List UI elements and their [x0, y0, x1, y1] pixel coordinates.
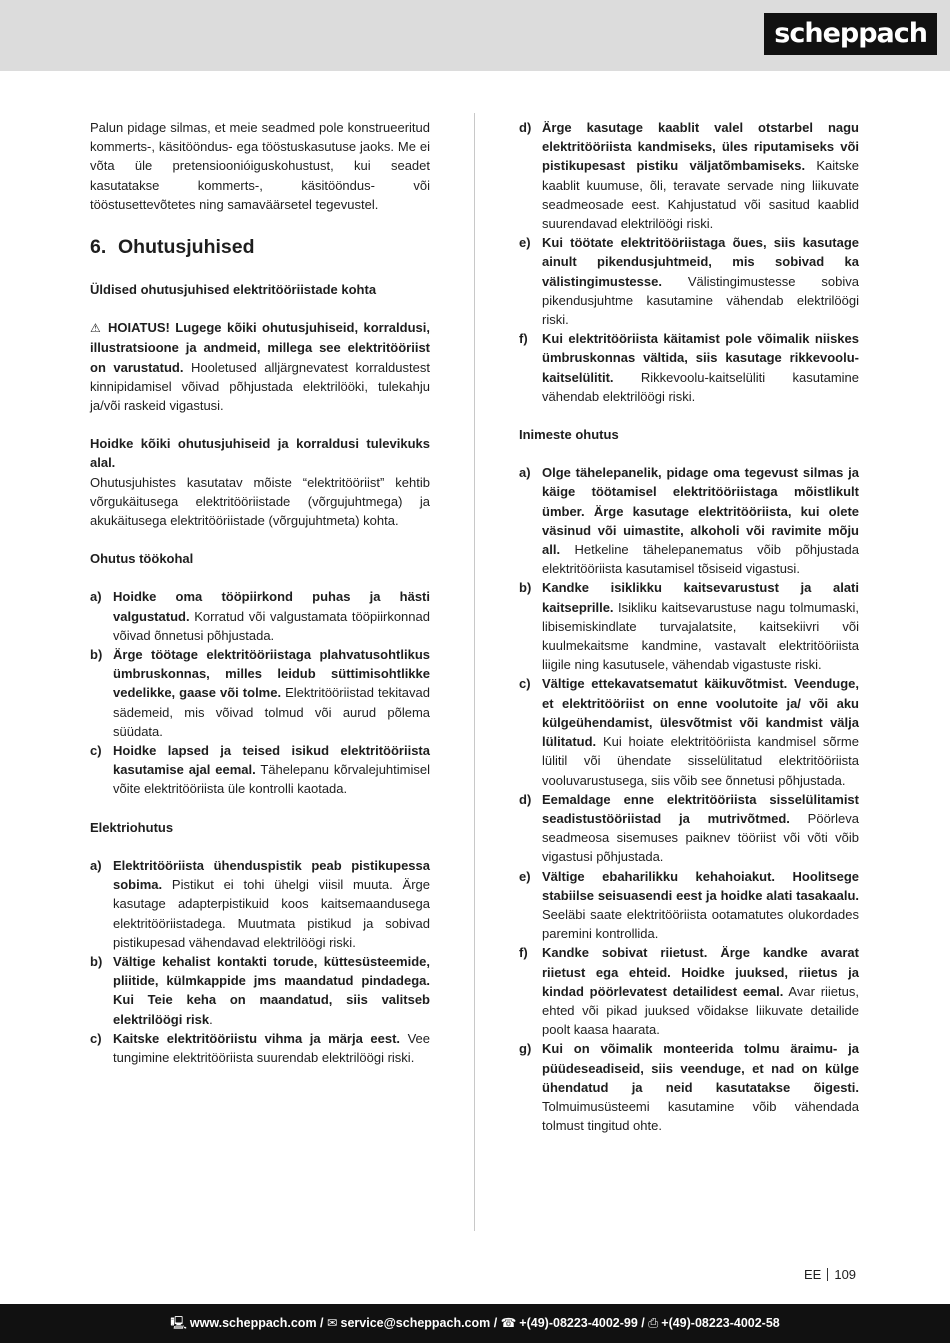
- electrical-list-left: [90, 856, 430, 1067]
- list-item: [90, 856, 430, 952]
- item-bold: Kandke isiklikku kaitsevarustust ja alati kaitseprille.: [542, 580, 859, 615]
- item-label: d): [519, 120, 532, 135]
- item-text: Avar riietus, ehted või pikad juuksed võidakse liikuvate detailide poolt kaasa haarata.: [542, 983, 859, 1038]
- scheppach-logo: scheppach: [764, 13, 937, 55]
- item-text: Rikkevoolu-kaitselüliti kasutamine vähendab elektrilöögi riski.: [542, 369, 859, 404]
- item-label: b): [90, 953, 103, 969]
- item-bold: Eemaldage enne elektritööriista sisselülitamist seadistustööriistad ja mutrivõtmed.: [542, 791, 859, 826]
- item-text: Pöörleva seadmeosa sisemuses paiknev tööriist või võti võib vigastusi põhjustada.: [542, 810, 859, 865]
- phone-icon: ☎: [500, 1316, 517, 1330]
- item-label: c): [519, 676, 531, 692]
- item-label: d): [519, 791, 532, 807]
- footer-website[interactable]: www.scheppach.com: [189, 1316, 317, 1330]
- item-bold: Kui töötate elektritööriistaga õues, siis kasutage ainult pikendusjuhtmeid, mis sobivad ka välistingimustesse.: [542, 235, 859, 289]
- item-bold: Hoidke oma tööpiirkond puhas ja hästi valgustatud.: [113, 589, 430, 624]
- item-label: e): [519, 235, 531, 251]
- warning-text: Hooletused alljärgnevatest korraldustest kinnipidamisel võivad põhjustada elektrilööki, tulekahju ja/või raskeid vigastusi.: [90, 359, 430, 414]
- intro-paragraph: Palun pidage silmas, et meie seadmed pole konstrueeritud kommerts-, käsitööndus- ega tööstuskasutuse jaoks. Me ei võta üle pretensioonióiguskohustust, kui seadet kasutatakse kommerts-, käsitööndus- või tööstusettevõtetes ning samaväärsetel tegevustel.: [90, 120, 430, 212]
- personal-safety-heading: Inimeste ohutus: [519, 427, 619, 443]
- item-bold: Kaitske elektritööriistu vihma ja märja eest.: [113, 1030, 401, 1046]
- item-bold: Hoidke lapsed ja teised isikud elektritööriista kasutamise ajal eemal.: [113, 743, 430, 778]
- item-text: Korratud või valgustamata tööpiirkonnad võivad õnnetusi põhjustada.: [113, 608, 430, 643]
- item-label: a): [90, 589, 102, 605]
- item-label: e): [519, 868, 531, 884]
- warning-bold: HOIATUS! Lugege kõiki ohutusjuhiseid, korraldusi, illustratsioone ja andmeid, millega see elektritööriist on varustatud.: [90, 320, 430, 375]
- list-item: [90, 741, 430, 799]
- item-text: Elektritööriistad tekitavad sädemeid, mis võivad tolmud või aurud põlema süüdata.: [113, 685, 430, 739]
- footer-separator: /: [320, 1316, 324, 1330]
- header-bar: [0, 0, 950, 71]
- item-label: c): [90, 1030, 102, 1046]
- item-label: a): [519, 465, 531, 481]
- general-safety-heading: Üldised ohutusjuhised elektritööriistade kohta: [90, 282, 377, 298]
- list-item: [519, 329, 859, 406]
- page-number-separator: [827, 1268, 828, 1281]
- item-label: f): [519, 945, 528, 961]
- section-title: Ohutusjuhised: [118, 236, 255, 259]
- footer-fax: +(49)-08223-4002-58: [661, 1316, 780, 1330]
- list-item: [90, 952, 430, 1029]
- page-lang: EE: [804, 1267, 822, 1282]
- item-label: f): [519, 331, 528, 347]
- list-item: [519, 674, 859, 789]
- column-divider: [474, 113, 475, 1231]
- right-column: [519, 118, 859, 1135]
- item-text: Isikliku kaitsevarustuse nagu tolmumaski, libisemiskindlate turvajalatsite, kaitsekiivri või kuulmekaitsme kandmine, vastavalt elektritööriista liigile ning kasutusele, vähendab vigastuste riski.: [542, 599, 859, 673]
- footer-separator: /: [493, 1316, 498, 1330]
- footer-email[interactable]: service@scheppach.com: [340, 1316, 491, 1330]
- item-label: b): [90, 647, 103, 663]
- workplace-list: [90, 587, 430, 798]
- list-item: [519, 233, 859, 329]
- electrical-safety-heading: Elektriohutus: [90, 819, 174, 835]
- item-bold: Ärge töötage elektritööriistaga plahvatusohtlikus ümbruskonnas, milles leidub süttimisohtlikke vedelikke, gaase või tolme.: [113, 647, 430, 701]
- list-item: [90, 1029, 430, 1067]
- warning-triangle-icon: ⚠: [90, 321, 103, 336]
- section-heading: [90, 233, 430, 261]
- keep-instructions-text: Ohutusjuhistes kasutatav mõiste “elektritööriist” kehtib võrgukäitusega elektritööriistade (võrgujuhtmega) ja akukäitusega elektritööriistade (võrgujuhtmeta) kohta.: [90, 474, 430, 529]
- fax-icon: ⎙: [648, 1316, 659, 1330]
- page-number: [804, 1265, 856, 1284]
- item-text: .: [209, 1011, 213, 1027]
- keep-instructions-bold: Hoidke kõiki ohutusjuhiseid ja korraldusi tulevikuks alal.: [90, 436, 430, 471]
- item-label: g): [519, 1041, 532, 1057]
- list-item: [519, 578, 859, 674]
- warning-paragraph: [90, 318, 430, 415]
- item-bold: Elektritööriista ühenduspistik peab pistikupessa sobima.: [113, 857, 430, 893]
- left-column: [90, 118, 430, 1067]
- footer-bar: [0, 1304, 950, 1343]
- list-item: [519, 463, 859, 578]
- item-text: Välistingimustesse sobiva pikendusjuhtme kasutamine vähendab elektrilöögi riski.: [542, 273, 859, 328]
- list-item: [519, 790, 859, 867]
- item-bold: Kandke sobivat riietust. Ärge kandke avarat riietust ega ehteid. Hoidke juuksed, riietus ja kindad pöörlevatest detailidest eemal.: [542, 945, 859, 999]
- item-bold: Vältige kehalist kontakti torude, küttesüsteemide, pliitide, külmkappide jms maandatud pindadega. Kui Teie keha on maandatud, siis valitseb elektrilöögi risk: [113, 953, 430, 1027]
- mail-icon: ✉: [327, 1316, 338, 1330]
- electrical-list-right: [519, 118, 859, 406]
- list-item: [519, 1039, 859, 1135]
- item-label: a): [90, 857, 102, 873]
- item-bold: Kui elektritööriista käitamist pole võimalik niiskes ümbruskonnas vältida, siis kasutage rikkevoolu-kaitselülitit.: [542, 331, 859, 385]
- item-text: Kaitske kaablit kuumuse, õli, teravate servade ning liikuvate seadmeosade eest. Kahjustatud või sasitud kaablid suurendavad elektrilöögi riski.: [542, 158, 859, 232]
- list-item: [519, 118, 859, 233]
- monitor-icon: 🖳: [170, 1316, 187, 1330]
- footer-separator: /: [641, 1316, 645, 1330]
- personal-list: [519, 463, 859, 1135]
- item-text: Tähelepanu kõrvalejuhtimisel võite elektritööriista üle kontrolli kaotada.: [113, 762, 430, 797]
- item-text: Kui hoiate elektritööriista kandmisel sõrme lülitil või ühendate sisselülitatud elektritööriista vooluvarustusega, siis võib see õnnetusi põhjustada.: [542, 734, 859, 788]
- list-item: [519, 943, 859, 1039]
- item-text: Vee tungimine elektritööriista suurendab elektrilöögi riski.: [113, 1030, 430, 1065]
- item-text: Seeläbi saate elektritööriista ootamatutes olukordades paremini kontrollida.: [542, 906, 859, 942]
- item-bold: Olge tähelepanelik, pidage oma tegevust silmas ja käige töötamisel elektritööriistaga mõistlikult ümber. Ärge kasutage elektritööriista, kui olete väsinud või uimastite, alkoholi või ravimite mõju all.: [542, 465, 859, 558]
- item-bold: Vältige ettekavatsematut käikuvõtmist. Veenduge, et elektritööriist on enne voolutoite ja/ või aku külgeühendamist, ülesvõtmist või kandmist välja lülitatud.: [542, 676, 859, 750]
- page-num: 109: [834, 1267, 857, 1282]
- item-bold: Ärge kasutage kaablit valel otstarbel nagu elektritööriista kandmiseks, üles riputamiseks või pistikupesast pistiku väljatõmbamiseks.: [542, 120, 859, 174]
- list-item: [90, 587, 430, 645]
- item-text: Hetkeline tähelepanematus võib põhjustada elektritööriista kasutamisel tõsiseid vigastusi.: [542, 542, 859, 577]
- workplace-safety-heading: Ohutus töökohal: [90, 551, 194, 567]
- item-label: b): [519, 580, 532, 596]
- item-text: Pistikut ei tohi ühelgi viisil muuta. Ärge kasutage adapterpistikuid koos kaitsemaandusega elektritööriistadega. Muutmata pistikud ja sobivad pistikupesad vähendavad elektrilöögi riski.: [113, 877, 430, 950]
- item-bold: Vältige ebaharilikku kehahoiakut. Hoolitsege stabiilse seisuasendi eest ja hoidke alati tasakaalu.: [542, 868, 859, 903]
- footer-phone: +(49)-08223-4002-99: [519, 1316, 638, 1330]
- item-label: c): [90, 743, 102, 759]
- list-item: [90, 645, 430, 741]
- section-number: 6.: [90, 236, 107, 259]
- list-item: [519, 867, 859, 944]
- item-text: Tolmuimusüsteemi kasutamine võib vähendada tolmust tingitud ohte.: [542, 1098, 859, 1134]
- item-bold: Kui on võimalik monteerida tolmu äraimu- ja püüdeseadiseid, siis veenduge, et nad on külge ühendatud ja neid kasutatakse õigesti.: [542, 1041, 859, 1095]
